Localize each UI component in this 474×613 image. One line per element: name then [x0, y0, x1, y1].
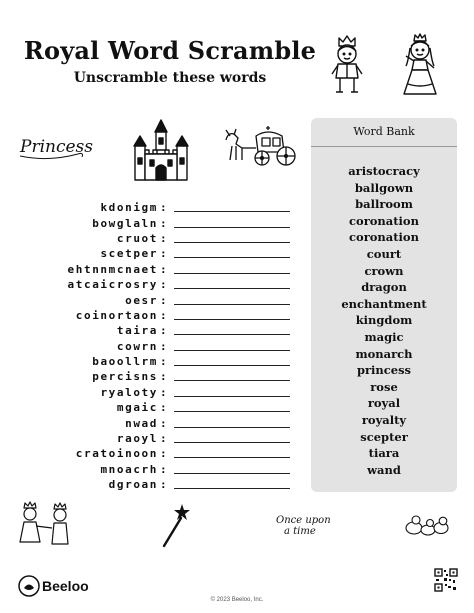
word-bank-item: crown	[364, 263, 404, 278]
once-upon-a-time-label: Once upon a time	[276, 515, 331, 537]
royal-couple-icon	[16, 500, 74, 546]
scramble-row: atcaicrosry :	[22, 277, 290, 292]
word-bank-title: Word Bank	[311, 118, 457, 147]
answer-line[interactable]	[174, 473, 290, 474]
scrambled-word: scetper	[100, 247, 158, 261]
word-bank-item: court	[366, 246, 402, 261]
answer-line[interactable]	[174, 304, 290, 305]
scrambled-word: nwad	[125, 416, 158, 430]
swirl-underline-icon	[18, 150, 88, 162]
scramble-row: taira :	[22, 323, 290, 338]
scrambled-word: mgaic	[116, 401, 158, 415]
answer-line[interactable]	[174, 288, 290, 289]
answer-line[interactable]	[174, 427, 290, 428]
answer-line[interactable]	[174, 380, 290, 381]
answer-line[interactable]	[174, 273, 290, 274]
word-bank-list	[311, 163, 457, 478]
scrambled-word: atcaicrosry	[67, 278, 158, 292]
page-subtitle: Unscramble these words	[73, 70, 267, 86]
magic-wand-icon	[160, 502, 190, 548]
word-bank-item: aristocracy	[348, 164, 420, 178]
word-bank-item: princess	[356, 363, 412, 378]
word-bank-item: monarch	[355, 346, 413, 361]
qr-code-icon[interactable]	[434, 568, 458, 592]
word-bank-item: wand	[367, 462, 401, 477]
word-bank-item: magic	[364, 329, 404, 344]
scramble-list	[22, 200, 290, 492]
word-bank-item: ballroom	[355, 197, 413, 212]
word-bank-item: royal	[367, 396, 401, 411]
answer-line[interactable]	[174, 442, 290, 443]
word-bank-item: dragon	[361, 280, 407, 295]
scramble-row: ehtnnmcnaet :	[22, 262, 290, 277]
scramble-row: cruot :	[22, 231, 290, 246]
scrambled-word: coinortaon	[75, 308, 158, 322]
ducklings-icon	[404, 510, 450, 538]
castle-icon	[128, 118, 194, 182]
word-bank-item: kingdom	[355, 313, 413, 328]
answer-line[interactable]	[174, 488, 290, 489]
beeloo-logo-icon	[18, 575, 40, 597]
answer-line[interactable]	[174, 350, 290, 351]
scramble-row: percisns :	[22, 369, 290, 384]
scramble-row: dgroan :	[22, 477, 290, 492]
scramble-row: scetper :	[22, 246, 290, 261]
answer-line[interactable]	[174, 411, 290, 412]
scramble-row: ryaloty :	[22, 385, 290, 400]
answer-line[interactable]	[174, 211, 290, 212]
answer-line[interactable]	[174, 319, 290, 320]
scrambled-word: ryaloty	[100, 385, 158, 399]
scrambled-word: cruot	[116, 231, 158, 245]
scrambled-word: cowrn	[116, 339, 158, 353]
scrambled-word: raoyl	[116, 432, 158, 446]
word-bank-item: enchantment	[341, 296, 427, 311]
scramble-row: bowglaln :	[22, 215, 290, 230]
scramble-row: mgaic :	[22, 400, 290, 415]
scramble-row: coinortaon :	[22, 308, 290, 323]
king-icon	[326, 34, 368, 100]
answer-line[interactable]	[174, 227, 290, 228]
copyright: © 2023 Beeloo, Inc.	[210, 597, 264, 603]
page-title: Royal Word Scramble	[23, 36, 317, 65]
answer-line[interactable]	[174, 365, 290, 366]
scramble-row: oesr :	[22, 292, 290, 307]
word-bank-item: tiara	[368, 446, 400, 461]
scramble-row: cowrn :	[22, 339, 290, 354]
answer-line[interactable]	[174, 257, 290, 258]
scrambled-word: baoollrm	[92, 355, 158, 369]
scrambled-word: ehtnnmcnaet	[67, 262, 158, 276]
answer-line[interactable]	[174, 334, 290, 335]
word-bank-item: coronation	[349, 213, 419, 228]
answer-line[interactable]	[174, 396, 290, 397]
word-bank-item: ballgown	[354, 180, 414, 195]
scramble-row: nwad :	[22, 415, 290, 430]
word-bank-item: royalty	[361, 412, 407, 427]
answer-line[interactable]	[174, 242, 290, 243]
scrambled-word: mnoacrh	[100, 462, 158, 476]
scramble-row: cratoinoon :	[22, 446, 290, 461]
scrambled-word: taira	[116, 324, 158, 338]
scrambled-word: cratoinoon	[75, 447, 158, 461]
scrambled-word: oesr	[125, 293, 158, 307]
answer-line[interactable]	[174, 457, 290, 458]
princess-icon	[398, 32, 442, 100]
scrambled-word: bowglaln	[92, 216, 158, 230]
word-bank-item: rose	[370, 379, 398, 394]
brand-name: Beeloo	[42, 578, 89, 594]
scramble-row: mnoacrh :	[22, 462, 290, 477]
scrambled-word: kdonigm	[100, 201, 158, 215]
scramble-row: kdonigm :	[22, 200, 290, 215]
scramble-row: baoollrm :	[22, 354, 290, 369]
carriage-icon	[222, 126, 302, 168]
princess-script-label: Princess	[20, 137, 93, 157]
word-bank-panel	[311, 118, 457, 492]
word-bank-item: scepter	[360, 429, 408, 444]
scramble-row: raoyl :	[22, 431, 290, 446]
scrambled-word: dgroan	[108, 478, 158, 492]
word-bank-item: coronation	[349, 230, 419, 245]
scrambled-word: percisns	[92, 370, 158, 384]
